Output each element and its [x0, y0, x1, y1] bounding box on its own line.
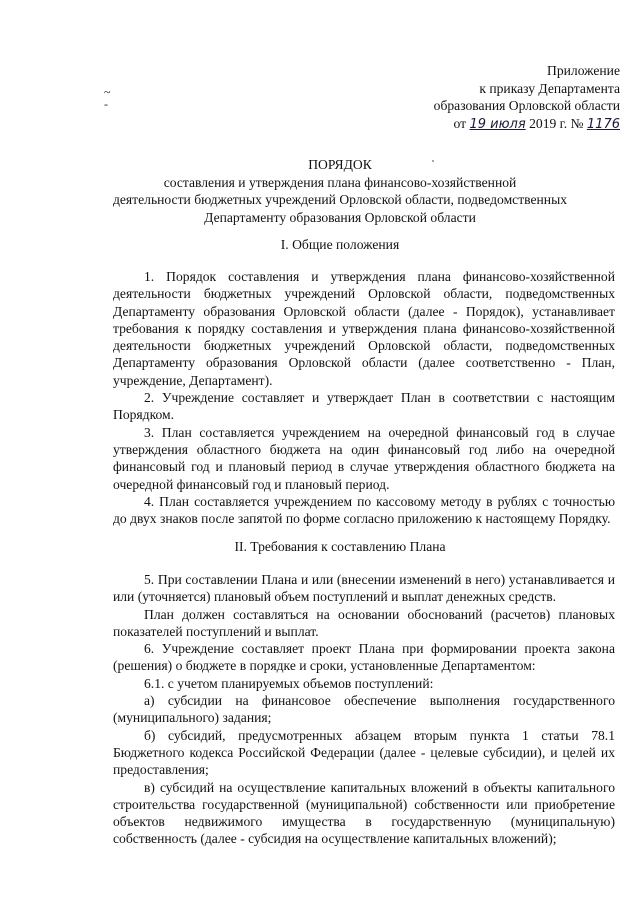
- paragraph-6-1: 6.1. с учетом планируемых объемов поступлений:: [144, 675, 434, 691]
- paragraph-6-1-v: в) субсидий на осуществление капитальных вложений в объекты капитального строительства государственной (муниципальной) собственности или приобретение объектов недвижимого имущества в государственную (муниципальную) собственность (далее - субсидия на осуществление капитальных вложений);: [113, 779, 615, 847]
- paragraph-4: 4. План составляется учреждением по кассовому методу в рублях с точностью до двух знаков после запятой по форме согласно приложению к настоящему Порядку.: [113, 493, 615, 527]
- document-subtitle-line1: составления и утверждения плана финансово-хозяйственной: [163, 174, 517, 190]
- appendix-date-line: [380, 115, 620, 134]
- section-2-heading: II. Требования к составлению Плана: [234, 539, 446, 554]
- date-prefix: от: [453, 115, 467, 131]
- appendix-block: [380, 62, 620, 133]
- appendix-department: образования Орловской области: [433, 98, 620, 113]
- document-title: ПОРЯДОК: [308, 157, 372, 172]
- handwritten-date: 19 июля: [469, 116, 526, 132]
- paragraph-6-1-b: б) субсидий, предусмотренных абзацем вторым пункта 1 статьи 78.1 Бюджетного кодекса Российской Федерации (далее - целевые субсидии), и целей их предоставления;: [113, 727, 615, 778]
- paragraph-2: 2. Учреждение составляет и утверждает План в соответствии с настоящим Порядком.: [113, 390, 615, 423]
- handwritten-number: 1176: [586, 116, 620, 132]
- paragraph-5: 5. При составлении Плана и или (внесении изменений в него) устанавливается и или (уточняется) плановый объем поступлений и выплат денежных средств.: [113, 572, 615, 605]
- paragraph-3: 3. План составляется учреждением на очередной финансовый год в случае утверждения областного бюджета на один финансовый год либо на очередной финансовый год и плановый период в случае утверждения областного бюджета на очередной финансовый год и плановый период.: [113, 424, 615, 492]
- document-subtitle-line2: деятельности бюджетных учреждений Орловской области, подведомственных: [112, 192, 567, 207]
- section-2-body: [113, 571, 615, 848]
- paragraph-1: 1. Порядок составления и утверждения плана финансово-хозяйственной деятельности бюджетных учреждений Орловской области, подведомственных Департаменту образования Орловской области (далее - Порядок), устанавливает требования к порядку составления и утверждения плана финансово-хозяйственной деятельности бюджетных учреждений Орловской области, подведомственных Департаменту образования Орловской области (далее соответственно - План, учреждение, Департамент).: [113, 269, 615, 388]
- date-year: 2019 г. №: [529, 115, 584, 131]
- appendix-label: Приложение: [547, 63, 620, 78]
- paragraph-6: 6. Учреждение составляет проект Плана при формировании проекта закона (решения) о бюджете в порядке и сроки, установленные Департаментом:: [113, 641, 615, 674]
- section-1-body: [113, 268, 615, 527]
- appendix-order-ref: к приказу Департамента: [479, 80, 620, 96]
- document-title-block: [80, 156, 600, 226]
- paragraph-6-1-a: а) субсидии на финансовое обеспечение выполнения государственного (муниципального) задания;: [113, 693, 615, 726]
- section-1-heading: I. Общие положения: [280, 237, 400, 252]
- scan-mark: ~ -: [104, 85, 111, 111]
- document-subtitle-line3: Департаменту образования Орловской области: [204, 209, 476, 225]
- paragraph-5b: План должен составляться на основании обоснований (расчетов) плановых показателей поступлений и выплат.: [113, 606, 615, 639]
